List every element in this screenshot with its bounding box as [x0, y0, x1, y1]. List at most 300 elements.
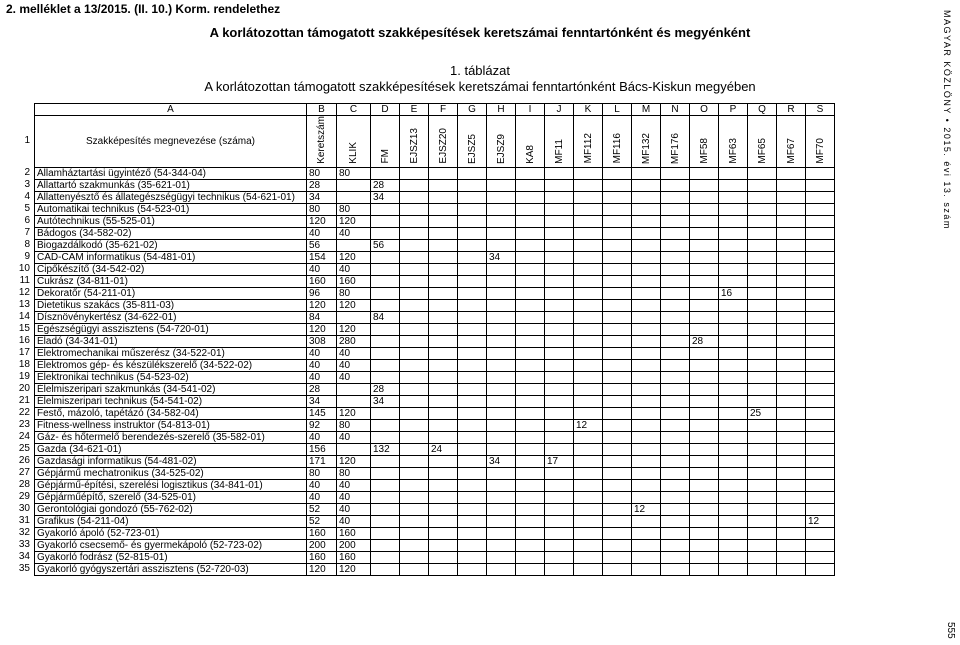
row-value	[603, 239, 632, 251]
row-value	[516, 563, 545, 575]
row-value: 40	[337, 431, 371, 443]
row-value: 156	[307, 443, 337, 455]
row-value	[487, 551, 516, 563]
row-value	[574, 407, 603, 419]
row-value: 40	[337, 515, 371, 527]
row-value	[632, 407, 661, 419]
column-header	[516, 116, 545, 168]
row-value	[777, 275, 806, 287]
row-value	[777, 287, 806, 299]
row-value	[661, 503, 690, 515]
row-number: 4	[24, 191, 30, 203]
row-value	[748, 395, 777, 407]
row-value	[806, 179, 835, 191]
row-name: Gerontológiai gondozó (55-762-02)	[35, 503, 307, 515]
row-value	[748, 515, 777, 527]
row-value: 56	[307, 239, 337, 251]
row-value	[574, 467, 603, 479]
row-value	[748, 467, 777, 479]
row-value	[719, 551, 748, 563]
row-value	[545, 563, 574, 575]
row-value	[632, 431, 661, 443]
row-value	[516, 299, 545, 311]
row-name: Elektromos gép- és készülékszerelő (34-522-02)	[35, 359, 307, 371]
row-value	[574, 323, 603, 335]
row-value	[574, 539, 603, 551]
row-value: 34	[371, 191, 400, 203]
table-row	[35, 407, 835, 419]
row-value: 308	[307, 335, 337, 347]
row-number: 22	[18, 407, 30, 419]
row-number: 26	[18, 455, 30, 467]
row-value	[487, 407, 516, 419]
row-value: 120	[337, 251, 371, 263]
row-value	[603, 299, 632, 311]
row-value	[574, 179, 603, 191]
row-value	[574, 299, 603, 311]
row-value	[337, 443, 371, 455]
header-name-cell: Szakképesítés megnevezése (száma)	[35, 116, 307, 168]
row-value	[661, 395, 690, 407]
row-value	[545, 167, 574, 179]
row-value	[516, 479, 545, 491]
row-value	[690, 419, 719, 431]
row-value	[400, 491, 429, 503]
header-note: 2. melléklet a 13/2015. (II. 10.) Korm. rendelethez	[6, 2, 281, 16]
row-value	[690, 551, 719, 563]
row-value	[603, 395, 632, 407]
column-header-label: EJSZ9	[495, 133, 507, 164]
row-value	[777, 395, 806, 407]
quota-table	[34, 103, 835, 576]
row-value	[487, 167, 516, 179]
row-value	[719, 395, 748, 407]
row-value	[400, 395, 429, 407]
row-value: 120	[337, 407, 371, 419]
row-value: 80	[337, 287, 371, 299]
row-value	[690, 359, 719, 371]
row-value	[574, 311, 603, 323]
row-value	[574, 335, 603, 347]
column-header-label: MF70	[814, 138, 826, 164]
row-value	[806, 287, 835, 299]
row-value	[400, 311, 429, 323]
row-value	[632, 395, 661, 407]
row-value	[574, 263, 603, 275]
column-header-label: MF65	[756, 138, 768, 164]
row-value	[719, 263, 748, 275]
row-value: 40	[307, 431, 337, 443]
row-number: 7	[24, 227, 30, 239]
row-value	[719, 467, 748, 479]
row-value	[806, 311, 835, 323]
column-header-label: MF132	[640, 132, 652, 164]
row-value	[632, 347, 661, 359]
row-value	[545, 383, 574, 395]
row-value	[806, 215, 835, 227]
row-value	[777, 359, 806, 371]
column-header	[307, 116, 337, 168]
row-value	[516, 383, 545, 395]
row-value	[661, 227, 690, 239]
row-value	[458, 539, 487, 551]
row-value	[603, 347, 632, 359]
row-value	[516, 347, 545, 359]
row-value	[487, 359, 516, 371]
row-value	[516, 311, 545, 323]
row-value	[632, 191, 661, 203]
row-value	[632, 563, 661, 575]
row-name: Biogazdálkodó (35-621-02)	[35, 239, 307, 251]
row-value	[777, 527, 806, 539]
row-value	[429, 551, 458, 563]
table-row	[35, 359, 835, 371]
row-value	[400, 347, 429, 359]
row-value	[429, 323, 458, 335]
row-value	[661, 539, 690, 551]
row-value: 40	[337, 491, 371, 503]
row-value	[371, 299, 400, 311]
row-value	[400, 563, 429, 575]
row-value: 80	[337, 467, 371, 479]
row-value	[661, 563, 690, 575]
row-value	[603, 563, 632, 575]
row-value	[429, 563, 458, 575]
row-value	[719, 419, 748, 431]
row-value	[777, 383, 806, 395]
column-header	[603, 116, 632, 168]
row-value: 12	[574, 419, 603, 431]
row-value: 40	[307, 347, 337, 359]
row-value: 40	[307, 371, 337, 383]
row-value	[632, 443, 661, 455]
row-value	[429, 311, 458, 323]
row-value	[632, 515, 661, 527]
column-letter-row	[35, 104, 835, 116]
row-value	[371, 251, 400, 263]
row-value	[545, 503, 574, 515]
row-value	[458, 479, 487, 491]
row-value	[429, 203, 458, 215]
row-value	[337, 311, 371, 323]
row-value	[690, 539, 719, 551]
row-value	[516, 359, 545, 371]
row-value	[487, 347, 516, 359]
row-value	[806, 251, 835, 263]
table-row	[35, 239, 835, 251]
row-value	[661, 347, 690, 359]
row-value	[806, 467, 835, 479]
row-name: Gyakorló fodrász (52-815-01)	[35, 551, 307, 563]
row-value: 160	[307, 275, 337, 287]
row-value	[719, 503, 748, 515]
row-value	[458, 239, 487, 251]
row-value	[632, 287, 661, 299]
row-value	[429, 515, 458, 527]
row-value: 40	[337, 371, 371, 383]
row-value	[545, 323, 574, 335]
row-value	[690, 503, 719, 515]
row-value: 17	[545, 455, 574, 467]
column-header	[487, 116, 516, 168]
side-running-head: MAGYAR KÖZLÖNY • 2015. évi 13. szám	[942, 10, 952, 230]
row-name: Elektromechanikai műszerész (34-522-01)	[35, 347, 307, 359]
table-row	[35, 539, 835, 551]
row-value	[777, 419, 806, 431]
row-value	[748, 335, 777, 347]
row-value	[719, 227, 748, 239]
row-value	[719, 443, 748, 455]
row-value	[545, 431, 574, 443]
row-value: 40	[307, 227, 337, 239]
row-value	[371, 491, 400, 503]
row-value	[719, 299, 748, 311]
row-value	[545, 527, 574, 539]
row-value	[603, 323, 632, 335]
row-value	[690, 323, 719, 335]
column-header	[632, 116, 661, 168]
row-value	[719, 491, 748, 503]
row-value	[719, 431, 748, 443]
row-value	[661, 455, 690, 467]
row-value	[487, 395, 516, 407]
row-value	[400, 539, 429, 551]
row-value	[748, 203, 777, 215]
row-name: Autótechnikus (55-525-01)	[35, 215, 307, 227]
row-value	[748, 311, 777, 323]
row-name: Dekoratőr (54-211-01)	[35, 287, 307, 299]
row-value: 40	[307, 491, 337, 503]
row-value	[487, 371, 516, 383]
row-value	[777, 443, 806, 455]
row-value	[748, 287, 777, 299]
row-value	[661, 467, 690, 479]
row-name: Cukrász (34-811-01)	[35, 275, 307, 287]
row-value	[719, 359, 748, 371]
row-value: 84	[307, 311, 337, 323]
row-value	[400, 419, 429, 431]
row-name: Gyakorló ápoló (52-723-01)	[35, 527, 307, 539]
row-number: 16	[18, 335, 30, 347]
row-value	[603, 515, 632, 527]
row-value	[806, 323, 835, 335]
row-value	[400, 503, 429, 515]
row-value	[487, 563, 516, 575]
row-value	[371, 419, 400, 431]
row-value	[632, 263, 661, 275]
row-value	[429, 419, 458, 431]
row-value: 40	[307, 479, 337, 491]
row-value	[806, 167, 835, 179]
row-value	[603, 479, 632, 491]
row-value	[429, 215, 458, 227]
row-value	[690, 215, 719, 227]
row-value	[516, 407, 545, 419]
row-value	[487, 335, 516, 347]
column-letter: J	[545, 104, 574, 116]
row-value	[371, 359, 400, 371]
row-value	[429, 347, 458, 359]
column-header-label: KA8	[524, 144, 536, 164]
row-value	[429, 359, 458, 371]
row-value	[371, 167, 400, 179]
row-value	[690, 311, 719, 323]
row-value	[487, 527, 516, 539]
row-value	[661, 311, 690, 323]
table-row	[35, 503, 835, 515]
row-value	[545, 371, 574, 383]
row-value	[690, 491, 719, 503]
row-value	[429, 479, 458, 491]
row-value	[371, 503, 400, 515]
row-number: 31	[18, 515, 30, 527]
column-letter: P	[719, 104, 748, 116]
row-value: 280	[337, 335, 371, 347]
row-value	[603, 407, 632, 419]
row-value: 160	[337, 551, 371, 563]
row-value	[371, 407, 400, 419]
row-value	[545, 335, 574, 347]
column-letter: Q	[748, 104, 777, 116]
row-value	[400, 515, 429, 527]
row-number: 9	[24, 251, 30, 263]
row-value	[632, 383, 661, 395]
row-value	[429, 491, 458, 503]
row-value: 160	[307, 527, 337, 539]
row-value	[545, 407, 574, 419]
row-value	[458, 215, 487, 227]
column-header	[806, 116, 835, 168]
row-name: CAD-CAM informatikus (54-481-01)	[35, 251, 307, 263]
row-value	[487, 179, 516, 191]
row-value	[661, 263, 690, 275]
row-value	[632, 323, 661, 335]
row-value	[516, 263, 545, 275]
row-value: 120	[337, 323, 371, 335]
row-value	[574, 431, 603, 443]
row-value	[429, 227, 458, 239]
row-value	[719, 215, 748, 227]
row-value	[777, 431, 806, 443]
column-header	[458, 116, 487, 168]
row-value	[806, 503, 835, 515]
row-value	[719, 347, 748, 359]
row-value	[574, 503, 603, 515]
row-value	[516, 215, 545, 227]
row-value	[603, 275, 632, 287]
row-name: Gyakorló gyógyszertári asszisztens (52-720-03)	[35, 563, 307, 575]
row-value	[516, 275, 545, 287]
row-value: 12	[806, 515, 835, 527]
row-value	[777, 479, 806, 491]
row-value	[806, 491, 835, 503]
row-value	[690, 371, 719, 383]
row-value	[603, 251, 632, 263]
column-header	[400, 116, 429, 168]
row-value	[632, 455, 661, 467]
row-value	[777, 539, 806, 551]
row-value	[516, 443, 545, 455]
row-value	[719, 335, 748, 347]
row-value	[458, 443, 487, 455]
row-value	[806, 227, 835, 239]
row-value	[429, 431, 458, 443]
row-value	[661, 299, 690, 311]
table-row	[35, 227, 835, 239]
row-value	[371, 479, 400, 491]
row-value	[400, 431, 429, 443]
row-value	[516, 323, 545, 335]
row-value	[690, 515, 719, 527]
row-value: 40	[337, 359, 371, 371]
row-value	[690, 467, 719, 479]
row-value	[545, 179, 574, 191]
row-value	[603, 215, 632, 227]
row-value	[777, 503, 806, 515]
row-value	[719, 563, 748, 575]
row-value	[690, 299, 719, 311]
row-value	[777, 491, 806, 503]
row-value	[545, 275, 574, 287]
row-value	[632, 239, 661, 251]
row-value	[661, 251, 690, 263]
row-value	[371, 467, 400, 479]
row-value	[487, 491, 516, 503]
row-value	[777, 203, 806, 215]
row-value: 120	[337, 455, 371, 467]
row-value	[661, 479, 690, 491]
row-value	[516, 335, 545, 347]
row-value	[400, 203, 429, 215]
row-value	[545, 539, 574, 551]
row-value	[603, 335, 632, 347]
row-name: Állattenyésztő és állategészségügyi technikus (54-621-01)	[35, 191, 307, 203]
row-number: 23	[18, 419, 30, 431]
column-letter: D	[371, 104, 400, 116]
row-value	[748, 251, 777, 263]
table-row	[35, 335, 835, 347]
row-value	[806, 563, 835, 575]
row-value	[748, 563, 777, 575]
row-value	[487, 287, 516, 299]
row-value	[574, 359, 603, 371]
row-value	[603, 383, 632, 395]
row-value	[632, 419, 661, 431]
table-row	[35, 347, 835, 359]
column-header	[719, 116, 748, 168]
row-value	[719, 479, 748, 491]
row-value	[545, 203, 574, 215]
row-value	[574, 551, 603, 563]
row-value	[748, 371, 777, 383]
row-value	[719, 539, 748, 551]
row-value: 160	[337, 275, 371, 287]
column-letter: G	[458, 104, 487, 116]
row-value	[748, 491, 777, 503]
row-name: Állattartó szakmunkás (35-621-01)	[35, 179, 307, 191]
column-header	[690, 116, 719, 168]
row-number: 2	[24, 167, 30, 179]
row-value	[806, 419, 835, 431]
row-number: 21	[18, 395, 30, 407]
row-name: Gazdasági informatikus (54-481-02)	[35, 455, 307, 467]
row-value	[690, 275, 719, 287]
row-value	[690, 347, 719, 359]
row-value	[458, 503, 487, 515]
row-value	[719, 455, 748, 467]
row-value	[661, 167, 690, 179]
table-row	[35, 395, 835, 407]
